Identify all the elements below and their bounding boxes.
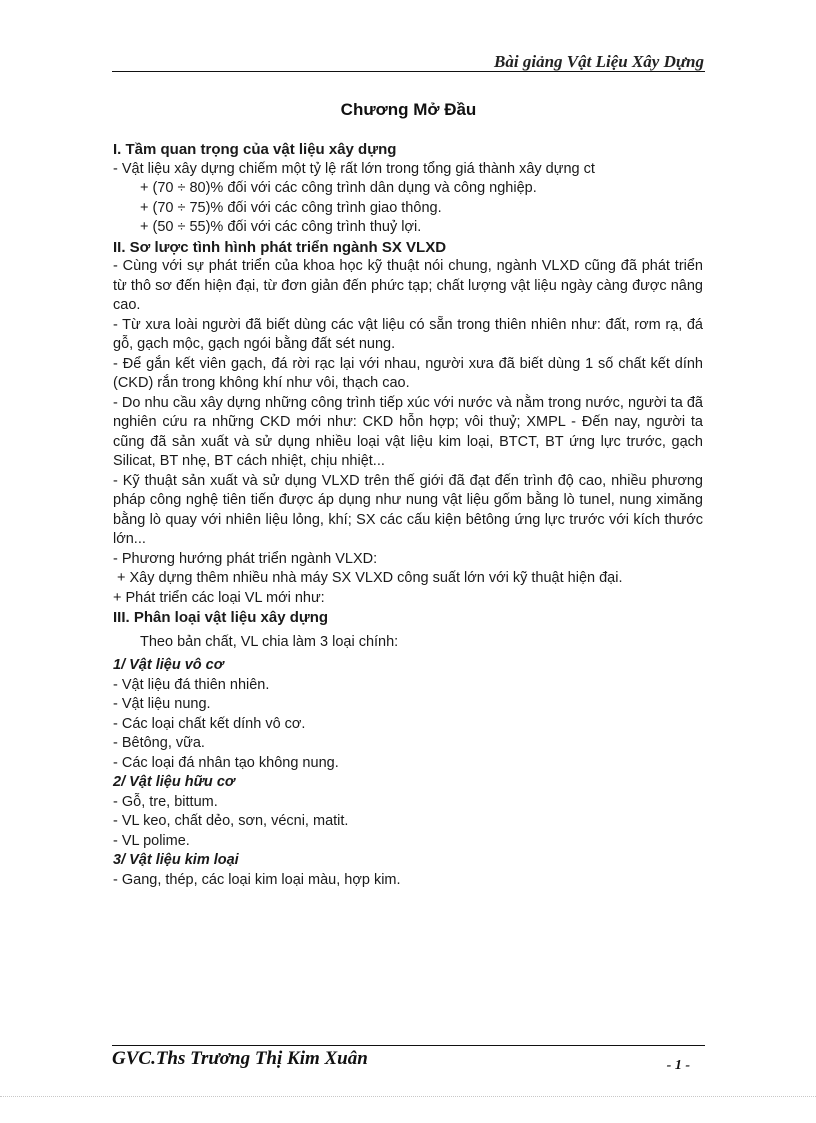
list-item: - Các loại đá nhân tạo không nung. (113, 754, 339, 771)
section2-paragraph: - Phương hướng phát triển ngành VLXD: (113, 550, 378, 567)
footer-rule (112, 1045, 705, 1046)
list-item: - Vật liệu đá thiên nhiên. (113, 676, 270, 693)
header-rule (112, 71, 705, 72)
section3-intro: Theo bản chất, VL chia làm 3 loại chính: (140, 633, 399, 650)
list-item: - Gỗ, tre, bittum. (113, 793, 218, 810)
list-item: - Vật liệu nung. (113, 696, 211, 712)
chapter-title: Chương Mở Đầu (340, 100, 477, 119)
section2-plus-item: + Xây dựng thêm nhiều nhà máy SX VLXD công suất lớn với kỹ thuật hiện đại. (117, 570, 623, 586)
section-heading-1: I. Tầm quan trọng của vật liệu xây dựng (113, 141, 397, 158)
section2-paragraph: - Do nhu cầu xây dựng những công trình tiếp xúc với nước và nằm trong nước, người ta đã nghiên cứu ra những CKD mới như: CKD hỗn hợp; vôi thuỷ; XMPL - Đến nay, người ta cũng đã sản xuất và sử dụng nhiều loại vật liệu kim loại, BTCT, BT ứng lực trước, gạch Silicat, BT nhẹ, BT cách nhiệt, chịu nhiệt... (113, 394, 703, 469)
document-body (113, 140, 703, 890)
section1-bullet: + (50 ÷ 55)% đối với các công trình thuỷ lợi. (140, 219, 422, 235)
group-title-organic: 2/ Vật liệu hữu cơ (113, 774, 235, 790)
page-number: - 1 - (666, 1058, 690, 1073)
footer-author: GVC.Ths Trương Thị Kim Xuân (112, 1048, 368, 1069)
section-heading-2: II. Sơ lược tình hình phát triển ngành SX VLXD (113, 238, 447, 256)
section1-bullet: + (70 ÷ 75)% đối với các công trình giao thông. (140, 199, 442, 216)
running-header: Bài giảng Vật Liệu Xây Dựng (494, 52, 704, 71)
group-title-metal: 3/ Vật liệu kim loại (113, 852, 239, 868)
section2-paragraph: - Cùng với sự phát triển của khoa học kỹ thuật nói chung, ngành VLXD cũng đã phát triển từ thô sơ đến hiện đại, từ đơn giản đến phức tạp; chất lượng vật liệu ngày càng được nâng cao. (113, 258, 703, 313)
section2-paragraph: - Từ xưa loài người đã biết dùng các vật liệu có sẵn trong thiên nhiên như: đất, rơm rạ, đá gỗ, gạch mộc, gạch ngói bằng đất sét nung. (113, 316, 703, 352)
list-item: - VL polime. (113, 832, 190, 849)
list-item: - Gang, thép, các loại kim loại màu, hợp kim. (113, 871, 401, 888)
section2-paragraph: - Kỹ thuật sản xuất và sử dụng VLXD trên thế giới đã đạt đến trình độ cao, nhiều phương pháp công nghệ tiên tiến được áp dụng như nung vật liệu gốm bằng lò tunel, nung ximăng bằng lò quay với nhiên liệu lỏng, khí; SX các cấu kiện bêtông ứng lực trước với kích thước lớn... (113, 472, 703, 547)
list-item: - VL keo, chất dẻo, sơn, vécni, matit. (113, 813, 349, 829)
section2-plus-item: + Phát triển các loại VL mới như: (113, 589, 325, 606)
section1-intro: - Vật liệu xây dựng chiếm một tỷ lệ rất lớn trong tổng giá thành xây dựng ct (113, 160, 595, 177)
section-heading-3: III. Phân loại vật liệu xây dựng (113, 609, 329, 626)
list-item: - Bêtông, vữa. (113, 735, 205, 751)
section2-paragraph: - Để gắn kết viên gạch, đá rời rạc lại với nhau, người xưa đã biết dùng 1 số chất kết dính (CKD) rắn trong không khí như vôi, thạch cao. (113, 355, 703, 391)
section1-bullet: + (70 ÷ 80)% đối với các công trình dân dụng và công nghiệp. (140, 180, 537, 196)
list-item: - Các loại chất kết dính vô cơ. (113, 715, 306, 732)
page-break-line (0, 1096, 816, 1097)
group-title-inorganic: 1/ Vật liệu vô cơ (113, 657, 224, 673)
